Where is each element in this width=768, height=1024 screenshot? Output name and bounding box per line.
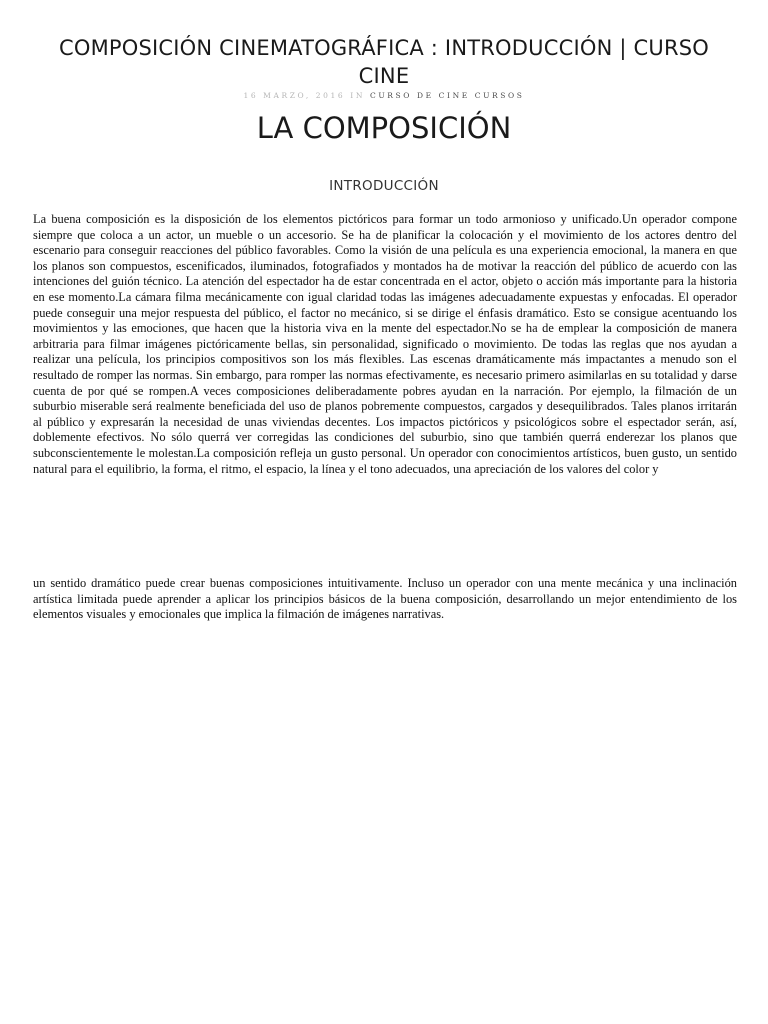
post-category-link[interactable]: CURSO DE CINE CURSOS — [370, 91, 525, 100]
article-subheading: INTRODUCCIÓN — [329, 178, 439, 194]
post-meta-in: IN — [350, 91, 366, 100]
article-heading: LA COMPOSICIÓN — [256, 111, 512, 145]
article-paragraph-1: La buena composición es la disposición de los elementos pictóricos para formar un todo armonioso y unificado.Un operador compone siempre que coloca a un actor, un mueble o un accesorio. Se ha de planificar la colocación y el movimiento de los actores dentro del escenario para conseguir reacciones del público favorables. Como la visión de una película es una experiencia emocional, la manera en que los planos son compuestos, escenificados, iluminados, fotografiados y montados ha de motivar la reacción del público de acuerdo con las intenciones del guión técnico. La atención del espectador ha de estar concentrada en el actor, objeto o acción más importante para la historia en ese momento.La cámara filma mecánicamente con igual claridad todas las imágenes adecuadamente expuestas y enfocadas. El operador puede conseguir una mejor respuesta del público, el factor no mecánico, si se dirige el énfasis dramático. Esto se consigue acentuando los movimientos y las emociones, que hacen que la historia viva en la mente del espectador.No se ha de emplear la composición de manera arbitraria para filmar imágenes pictóricamente bellas, sin personalidad, significado o movimiento. De todas las reglas que nos ayudan a realizar una película, los principios compositivos son los más flexibles. Las escenas dramáticamente más impactantes a menudo son el resultado de romper las normas. Sin embargo, para romper las normas efectivamente, es necesario primero asimilarlas en su totalidad y darse cuenta de por qué se rompen.A veces composiciones deliberadamente pobres ayudan en la narración. Por ejemplo, la filmación de un suburbio miserable será realmente beneficiada del uso de planos pobremente compuestos, cargados y desequilibrados. Tales planos irritarán al público y expresarán la necesidad de unas viviendas decentes. Los impactos pictóricos y psicológicos sobre el espectador serán, así, doblemente efectivos. No sólo querrá ver corregidas las condiciones del suburbio, sino que también querrá enderezar los planos que subconscientemente le molestan.La composición refleja un gusto personal. Un operador con conocimientos artísticos, buen gusto, un sentido natural para el equilibrio, la forma, el ritmo, el espacio, la línea y el tono adecuados, una apreciación de los valores del color y — [33, 212, 737, 476]
post-meta — [0, 91, 768, 100]
post-date: 16 MARZO, 2016 — [243, 91, 346, 100]
article-paragraph-2: un sentido dramático puede crear buenas composiciones intuitivamente. Incluso un operador con una mente mecánica y una inclinación artística limitada puede aprender a aplicar los principios básicos de la buena composición, desarrollando un mejor entendimiento de los elementos visuales y emocionales que implica la filmación de imágenes narrativas. — [33, 576, 737, 622]
post-title: COMPOSICIÓN CINEMATOGRÁFICA : INTRODUCCIÓN | CURSO CINE — [58, 36, 709, 88]
